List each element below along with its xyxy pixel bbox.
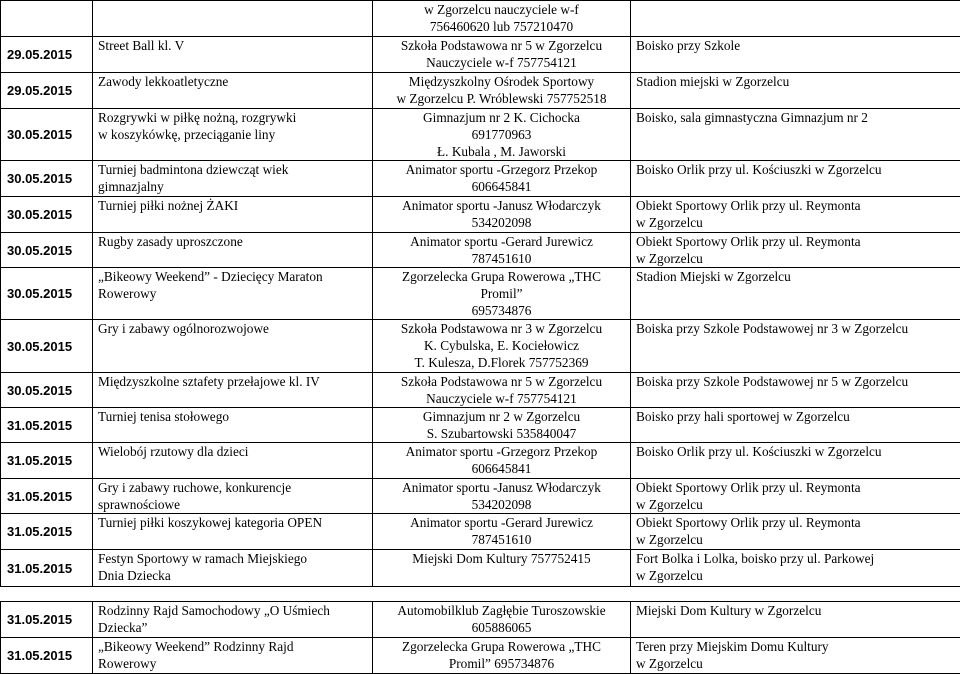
organizer-cell — [373, 161, 631, 197]
event-cell-line: Rugby zasady uproszczone — [98, 233, 367, 250]
event-cell — [93, 479, 373, 514]
organizer-cell-line: Gimnazjum nr 2 K. Cichocka — [378, 109, 625, 126]
place-cell-line: Miejski Dom Kultury w Zgorzelcu — [636, 602, 955, 619]
organizer-cell — [373, 479, 631, 514]
organizer-cell-line: Automobilklub Zagłębie Turoszowskie — [378, 602, 625, 619]
place-cell-line: Obiekt Sportowy Orlik przy ul. Reymonta — [636, 233, 955, 250]
organizer-cell-line: Miejski Dom Kultury 757752415 — [378, 550, 625, 567]
date-cell: 31.05.2015 — [1, 443, 93, 479]
place-cell-line: w Zgorzelcu — [636, 531, 955, 548]
table-gap — [1, 587, 960, 602]
organizer-cell — [373, 514, 631, 550]
event-cell — [93, 268, 373, 320]
organizer-cell-line: Animator sportu -Grzegorz Przekop — [378, 161, 625, 178]
organizer-cell — [373, 373, 631, 408]
place-cell — [631, 320, 960, 373]
organizer-cell-line: Nauczyciele w-f 757754121 — [378, 390, 625, 407]
event-cell — [93, 408, 373, 443]
place-cell-line: Obiekt Sportowy Orlik przy ul. Reymonta — [636, 197, 955, 214]
event-cell-line: Zawody lekkoatletyczne — [98, 73, 367, 90]
event-cell — [93, 1, 373, 37]
place-cell — [631, 373, 960, 408]
organizer-cell — [373, 638, 631, 674]
table-row — [1, 514, 960, 550]
date-cell: 30.05.2015 — [1, 268, 93, 320]
organizer-cell-line: Szkoła Podstawowa nr 5 w Zgorzelcu — [378, 373, 625, 390]
event-cell-line: Rodzinny Rajd Samochodowy „O Uśmiech — [98, 602, 367, 619]
place-cell-line: w Zgorzelcu — [636, 496, 955, 513]
place-cell — [631, 197, 960, 233]
table-row — [1, 1, 960, 37]
organizer-cell-line: Międzyszkolny Ośrodek Sportowy — [378, 73, 625, 90]
organizer-cell — [373, 109, 631, 161]
event-cell-line: Turniej tenisa stołowego — [98, 408, 367, 425]
date-cell: 30.05.2015 — [1, 197, 93, 233]
organizer-cell-line: Promil” — [378, 285, 625, 302]
event-cell — [93, 602, 373, 638]
organizer-cell-line: 695734876 — [378, 302, 625, 319]
organizer-cell — [373, 408, 631, 443]
organizer-cell-line: Zgorzelecka Grupa Rowerowa „THC — [378, 268, 625, 285]
place-cell — [631, 602, 960, 638]
table-row — [1, 373, 960, 408]
place-cell — [631, 479, 960, 514]
table-row — [1, 233, 960, 268]
place-cell — [631, 161, 960, 197]
event-cell-line: Gry i zabawy ruchowe, konkurencje — [98, 479, 367, 496]
table-row — [1, 408, 960, 443]
date-cell: 30.05.2015 — [1, 320, 93, 373]
organizer-cell-line: Animator sportu -Gerard Jurewicz — [378, 233, 625, 250]
organizer-cell — [373, 320, 631, 373]
organizer-cell-line: S. Szubartowski 535840047 — [378, 425, 625, 442]
organizer-cell-line: Animator sportu -Janusz Włodarczyk — [378, 479, 625, 496]
place-cell — [631, 638, 960, 674]
event-cell — [93, 161, 373, 197]
event-cell — [93, 109, 373, 161]
organizer-cell — [373, 602, 631, 638]
organizer-cell-line: 756460620 lub 757210470 — [378, 18, 625, 35]
date-cell: 30.05.2015 — [1, 233, 93, 268]
place-cell-line: w Zgorzelcu — [636, 214, 955, 231]
event-cell — [93, 443, 373, 479]
place-cell — [631, 73, 960, 109]
date-cell: 31.05.2015 — [1, 514, 93, 550]
organizer-cell — [373, 197, 631, 233]
organizer-cell-line: 534202098 — [378, 214, 625, 231]
event-cell-line: gimnazjalny — [98, 178, 367, 195]
event-cell — [93, 638, 373, 674]
event-cell-line: Turniej piłki nożnej ŻAKI — [98, 197, 367, 214]
event-cell — [93, 320, 373, 373]
place-cell-line: w Zgorzelcu — [636, 567, 955, 584]
organizer-cell-line: 605886065 — [378, 619, 625, 636]
organizer-cell-line: 691770963 — [378, 126, 625, 143]
place-cell-line: Obiekt Sportowy Orlik przy ul. Reymonta — [636, 479, 955, 496]
organizer-cell — [373, 550, 631, 587]
event-cell — [93, 37, 373, 73]
event-cell-line: Festyn Sportowy w ramach Miejskiego — [98, 550, 367, 567]
organizer-cell-line: Szkoła Podstawowa nr 3 w Zgorzelcu — [378, 320, 625, 337]
table-row — [1, 109, 960, 161]
event-cell-line: Dziecka” — [98, 619, 367, 636]
event-cell-line: „Bikeowy Weekend” - Dziecięcy Maraton — [98, 268, 367, 285]
organizer-cell-line: Gimnazjum nr 2 w Zgorzelcu — [378, 408, 625, 425]
organizer-cell-line: Animator sportu -Gerard Jurewicz — [378, 514, 625, 531]
date-cell: 30.05.2015 — [1, 373, 93, 408]
event-cell-line: Rowerowy — [98, 655, 367, 672]
table-row — [1, 479, 960, 514]
place-cell — [631, 109, 960, 161]
place-cell-line: Boisko przy Szkole — [636, 37, 955, 54]
event-cell-line: Street Ball kl. V — [98, 37, 367, 54]
event-cell-line: Międzyszkolne sztafety przełajowe kl. IV — [98, 373, 367, 390]
organizer-cell-line: w Zgorzelcu P. Wróblewski 757752518 — [378, 90, 625, 107]
table-row — [1, 638, 960, 674]
organizer-cell-line: Zgorzelecka Grupa Rowerowa „THC — [378, 638, 625, 655]
organizer-cell-line: Szkoła Podstawowa nr 5 w Zgorzelcu — [378, 37, 625, 54]
event-cell-line: „Bikeowy Weekend” Rodzinny Rajd — [98, 638, 367, 655]
organizer-cell-line: T. Kulesza, D.Florek 757752369 — [378, 354, 625, 371]
date-cell: 31.05.2015 — [1, 479, 93, 514]
event-cell-line: Turniej piłki koszykowej kategoria OPEN — [98, 514, 367, 531]
organizer-cell-line: 787451610 — [378, 250, 625, 267]
place-cell-line: Teren przy Miejskim Domu Kultury — [636, 638, 955, 655]
event-cell-line: Turniej badmintona dziewcząt wiek — [98, 161, 367, 178]
event-cell-line: Wielobój rzutowy dla dzieci — [98, 443, 367, 460]
organizer-cell-line: Ł. Kubala , M. Jaworski — [378, 143, 625, 160]
place-cell — [631, 1, 960, 37]
place-cell-line: Boiska przy Szkole Podstawowej nr 5 w Zgorzelcu — [636, 373, 955, 390]
date-cell: 30.05.2015 — [1, 161, 93, 197]
organizer-cell-line: 534202098 — [378, 496, 625, 513]
organizer-cell-line: 787451610 — [378, 531, 625, 548]
organizer-cell — [373, 1, 631, 37]
organizer-cell — [373, 443, 631, 479]
place-cell — [631, 408, 960, 443]
organizer-cell — [373, 268, 631, 320]
place-cell-line: Boisko Orlik przy ul. Kościuszki w Zgorzelcu — [636, 443, 955, 460]
organizer-cell — [373, 73, 631, 109]
table-row — [1, 73, 960, 109]
table-row — [1, 320, 960, 373]
organizer-cell-line: K. Cybulska, E. Kociełowicz — [378, 337, 625, 354]
date-cell: 31.05.2015 — [1, 638, 93, 674]
place-cell-line: Boisko Orlik przy ul. Kościuszki w Zgorzelcu — [636, 161, 955, 178]
place-cell-line: Stadion miejski w Zgorzelcu — [636, 73, 955, 90]
event-cell-line: Rozgrywki w piłkę nożną, rozgrywki — [98, 109, 367, 126]
organizer-cell-line: Animator sportu -Janusz Włodarczyk — [378, 197, 625, 214]
place-cell — [631, 233, 960, 268]
place-cell — [631, 514, 960, 550]
table-row — [1, 550, 960, 587]
organizer-cell — [373, 37, 631, 73]
table-row — [1, 161, 960, 197]
place-cell — [631, 268, 960, 320]
date-cell: 31.05.2015 — [1, 550, 93, 587]
event-cell — [93, 73, 373, 109]
organizer-cell — [373, 233, 631, 268]
date-cell: 31.05.2015 — [1, 408, 93, 443]
place-cell-line: w Zgorzelcu — [636, 655, 955, 672]
event-cell-line: Gry i zabawy ogólnorozwojowe — [98, 320, 367, 337]
place-cell — [631, 443, 960, 479]
date-cell: 30.05.2015 — [1, 109, 93, 161]
place-cell-line: Stadion Miejski w Zgorzelcu — [636, 268, 955, 285]
event-cell-line: sprawnościowe — [98, 496, 367, 513]
table-row — [1, 443, 960, 479]
organizer-cell-line: w Zgorzelcu nauczyciele w-f — [378, 1, 625, 18]
event-cell-line: Dnia Dziecka — [98, 567, 367, 584]
organizer-cell-line: 606645841 — [378, 178, 625, 195]
place-cell-line: w Zgorzelcu — [636, 250, 955, 267]
table-row — [1, 37, 960, 73]
event-cell-line: w koszykówkę, przeciąganie liny — [98, 126, 367, 143]
event-cell — [93, 550, 373, 587]
place-cell — [631, 37, 960, 73]
place-cell-line: Fort Bolka i Lolka, boisko przy ul. Parkowej — [636, 550, 955, 567]
date-cell: 29.05.2015 — [1, 73, 93, 109]
table-row — [1, 268, 960, 320]
event-cell — [93, 197, 373, 233]
organizer-cell-line: Nauczyciele w-f 757754121 — [378, 54, 625, 71]
event-cell — [93, 514, 373, 550]
date-cell — [1, 1, 93, 37]
date-cell: 31.05.2015 — [1, 602, 93, 638]
event-cell-line: Rowerowy — [98, 285, 367, 302]
date-cell: 29.05.2015 — [1, 37, 93, 73]
place-cell-line: Boiska przy Szkole Podstawowej nr 3 w Zgorzelcu — [636, 320, 955, 337]
table-row — [1, 602, 960, 638]
event-cell — [93, 373, 373, 408]
organizer-cell-line: Promil” 695734876 — [378, 655, 625, 672]
place-cell-line: Boisko przy hali sportowej w Zgorzelcu — [636, 408, 955, 425]
event-cell — [93, 233, 373, 268]
place-cell-line: Obiekt Sportowy Orlik przy ul. Reymonta — [636, 514, 955, 531]
organizer-cell-line: Animator sportu -Grzegorz Przekop — [378, 443, 625, 460]
schedule-body — [1, 1, 960, 674]
table-row — [1, 197, 960, 233]
organizer-cell-line: 606645841 — [378, 460, 625, 477]
place-cell — [631, 550, 960, 587]
place-cell-line: Boisko, sala gimnastyczna Gimnazjum nr 2 — [636, 109, 955, 126]
